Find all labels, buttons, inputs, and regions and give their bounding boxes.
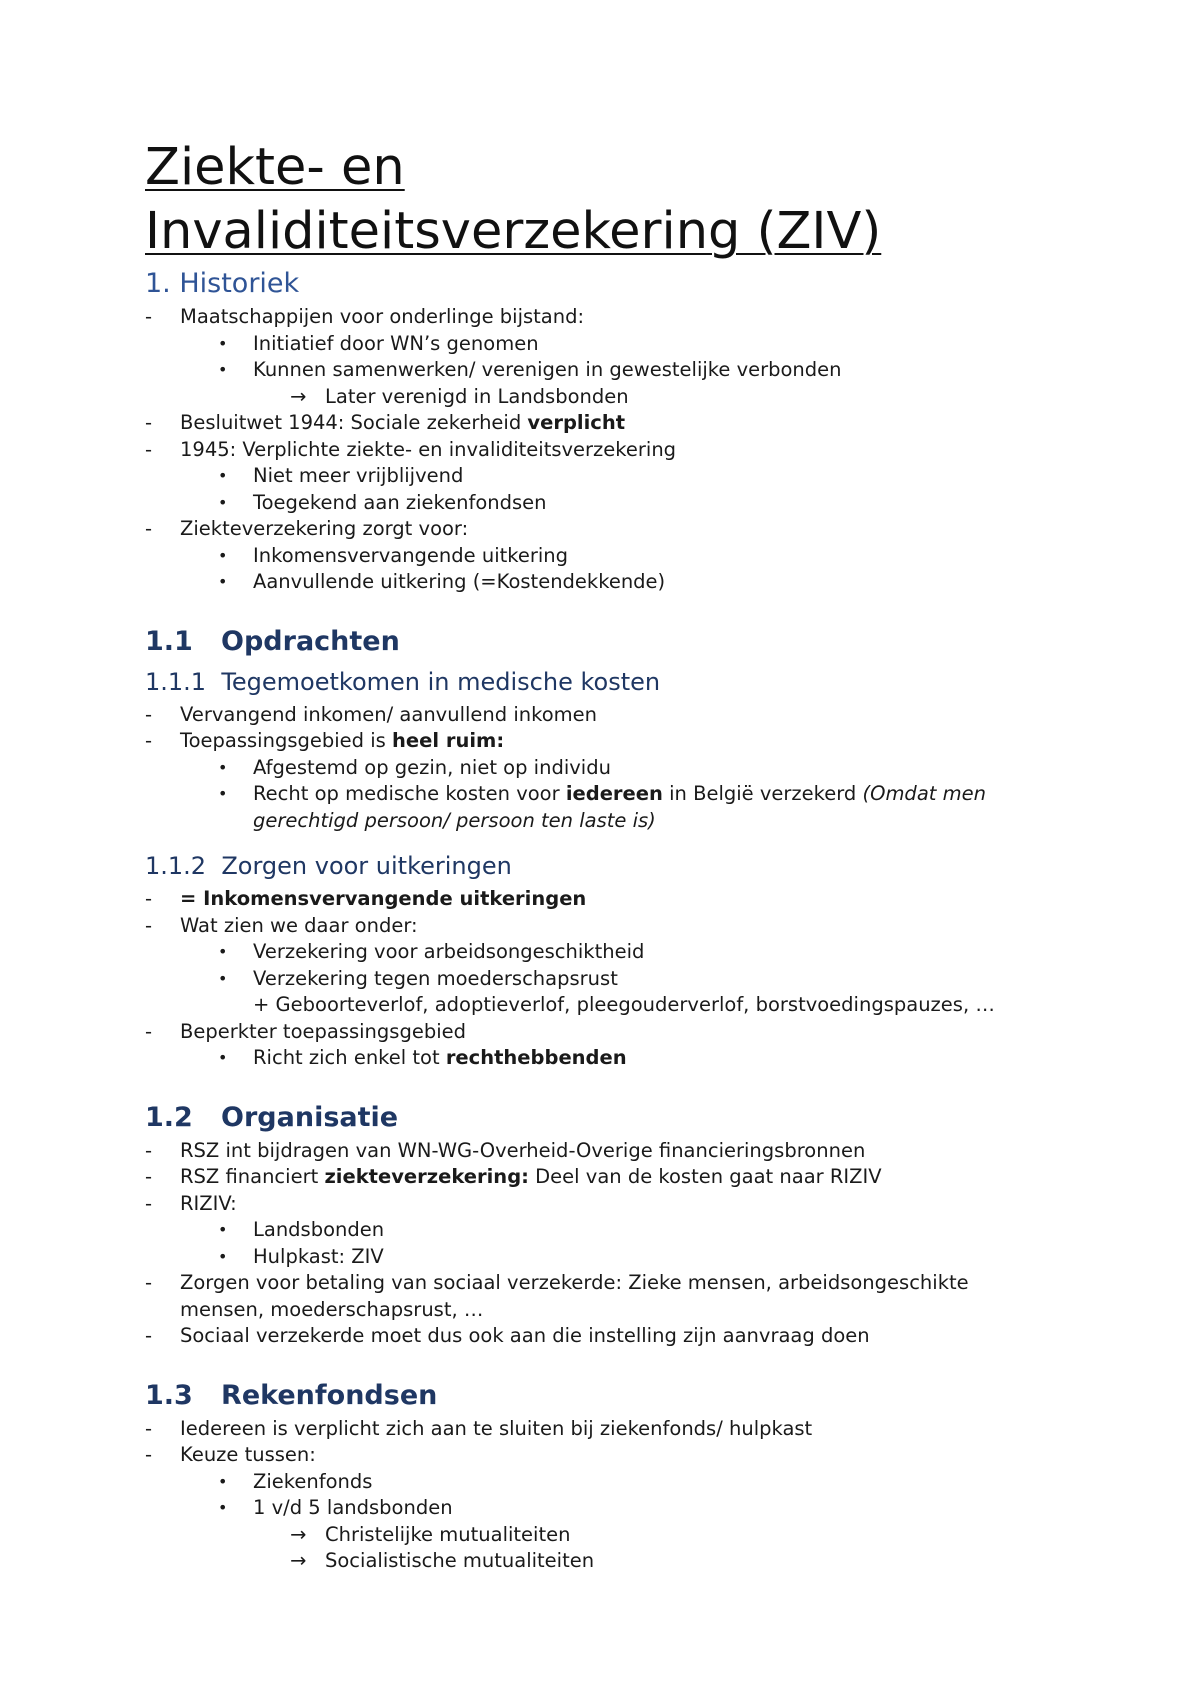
bullet-marker: • bbox=[218, 1471, 228, 1491]
list-item: • Toegekend aan ziekenfondsen bbox=[145, 490, 1100, 517]
heading-opdrachten: 1.1 Opdrachten bbox=[145, 625, 400, 657]
bullet-marker: • bbox=[218, 784, 228, 803]
list-item: - RSZ financiert ziekteverzekering: Deel van de kosten gaat naar RIZIV bbox=[145, 1164, 1100, 1191]
list-item: • Verzekering voor arbeidsongeschiktheid bbox=[145, 939, 1100, 966]
list-item: • Inkomensvervangende uitkering bbox=[145, 543, 1100, 570]
list-item: - Sociaal verzekerde moet dus ook aan die instelling zijn aanvraag doen bbox=[145, 1323, 1100, 1350]
list-item: • Aanvullende uitkering (=Kostendekkende) bbox=[145, 569, 1100, 596]
dash-marker: - bbox=[145, 1416, 153, 1440]
arrow-icon: → bbox=[290, 1522, 307, 1546]
dash-marker: - bbox=[145, 517, 153, 540]
dash-marker: - bbox=[145, 1271, 153, 1294]
bullet-marker: • bbox=[218, 1220, 228, 1239]
dash-marker: - bbox=[145, 913, 153, 937]
bullet-marker: • bbox=[218, 942, 228, 961]
list-item: • Initiatief door WN’s genomen bbox=[145, 331, 1100, 358]
list-item: - Vervangend inkomen/ aanvullend inkomen bbox=[145, 702, 1100, 729]
heading-organisatie: 1.2 Organisatie bbox=[145, 1101, 399, 1133]
list-item: → Later verenigd in Landsbonden bbox=[145, 384, 1100, 411]
dash-marker: - bbox=[145, 729, 153, 752]
list-item: • Richt zich enkel tot rechthebbenden bbox=[145, 1045, 1100, 1072]
bullet-marker: • bbox=[218, 572, 228, 591]
list-item: • Recht op medische kosten voor iedereen in België verzekerd (Omdat men gerechtigd persoon/ persoon ten laste is) bbox=[218, 782, 986, 832]
list-item: • Hulpkast: ZIV bbox=[145, 1244, 1100, 1271]
bullet-marker: • bbox=[218, 757, 228, 777]
dash-marker: - bbox=[145, 1165, 153, 1188]
list-item: - Ziekteverzekering zorgt voor: bbox=[145, 516, 1100, 543]
list-item: - Zorgen voor betaling van sociaal verzekerde: Zieke mensen, arbeidsongeschikte mensen, moederschapsrust, … bbox=[145, 1271, 969, 1321]
list-item: - = Inkomensvervangende uitkeringen bbox=[145, 886, 1100, 913]
heading-uitkeringen: 1.1.2 Zorgen voor uitkeringen bbox=[145, 852, 512, 880]
list-item: → Christelijke mutualiteiten bbox=[145, 1522, 1100, 1549]
document-title bbox=[145, 136, 1100, 264]
list-item: - Beperkter toepassingsgebied bbox=[145, 1019, 1100, 1046]
bullet-marker: • bbox=[218, 1498, 228, 1517]
arrow-icon: → bbox=[290, 384, 307, 408]
bullet-marker: • bbox=[218, 968, 228, 988]
heading-tegemoetkomen: 1.1.1 Tegemoetkomen in medische kosten bbox=[145, 667, 661, 696]
dash-marker: - bbox=[145, 1191, 153, 1215]
list-item: - Iedereen is verplicht zich aan te sluiten bij ziekenfonds/ hulpkast bbox=[145, 1416, 1100, 1443]
bullet-marker: • bbox=[218, 1048, 228, 1067]
bullet-marker: • bbox=[218, 466, 228, 485]
title-line-1: Ziekte- en bbox=[145, 138, 405, 197]
list-item: • 1 v/d 5 landsbonden bbox=[145, 1495, 1100, 1522]
heading-rekenfondsen: 1.3 Rekenfondsen bbox=[145, 1379, 438, 1411]
list-item: • Afgestemd op gezin, niet op individu bbox=[145, 755, 1100, 782]
list-item: - RIZIV: bbox=[145, 1191, 1100, 1218]
list-item: - Keuze tussen: bbox=[145, 1442, 1100, 1469]
arrow-icon: → bbox=[290, 1549, 307, 1572]
dash-marker: - bbox=[145, 702, 153, 726]
list-item: • Kunnen samenwerken/ verenigen in gewestelijke verbonden bbox=[145, 357, 1100, 384]
dash-marker: - bbox=[145, 305, 153, 328]
dash-marker: - bbox=[145, 411, 153, 434]
list-item: • Ziekenfonds bbox=[145, 1469, 1100, 1496]
list-item: • Verzekering tegen moederschapsrust + Geboorteverlof, adoptieverlof, pleegouderverlof, borstvoedingspauzes, … bbox=[218, 966, 995, 1016]
list-item: - RSZ int bijdragen van WN-WG-Overheid-Overige financieringsbronnen bbox=[145, 1138, 1100, 1165]
bullet-marker: • bbox=[218, 545, 228, 565]
dash-marker: - bbox=[145, 1019, 153, 1043]
bullet-marker: • bbox=[218, 1246, 228, 1266]
dash-marker: - bbox=[145, 887, 153, 910]
list-item: → Socialistische mutualiteiten bbox=[145, 1548, 1100, 1575]
title-line-2: Invaliditeitsverzekering (ZIV) bbox=[145, 202, 882, 261]
list-item: - Besluitwet 1944: Sociale zekerheid verplicht bbox=[145, 410, 1100, 437]
list-item: - Wat zien we daar onder: bbox=[145, 913, 1100, 940]
dash-marker: - bbox=[145, 1138, 153, 1162]
bullet-marker: • bbox=[218, 333, 228, 353]
list-item: - 1945: Verplichte ziekte- en invaliditeitsverzekering bbox=[145, 437, 1100, 464]
heading-historiek: 1. Historiek bbox=[145, 268, 300, 299]
bullet-marker: • bbox=[218, 492, 228, 512]
dash-marker: - bbox=[145, 1443, 153, 1466]
dash-marker: - bbox=[145, 437, 153, 461]
dash-marker: - bbox=[145, 1324, 153, 1347]
list-item: - Maatschappijen voor onderlinge bijstand: bbox=[145, 304, 1100, 331]
list-item: - Toepassingsgebied is heel ruim: bbox=[145, 728, 1100, 755]
list-item: • Niet meer vrijblijvend bbox=[145, 463, 1100, 490]
list-item: • Landsbonden bbox=[145, 1217, 1100, 1244]
bullet-marker: • bbox=[218, 360, 228, 379]
